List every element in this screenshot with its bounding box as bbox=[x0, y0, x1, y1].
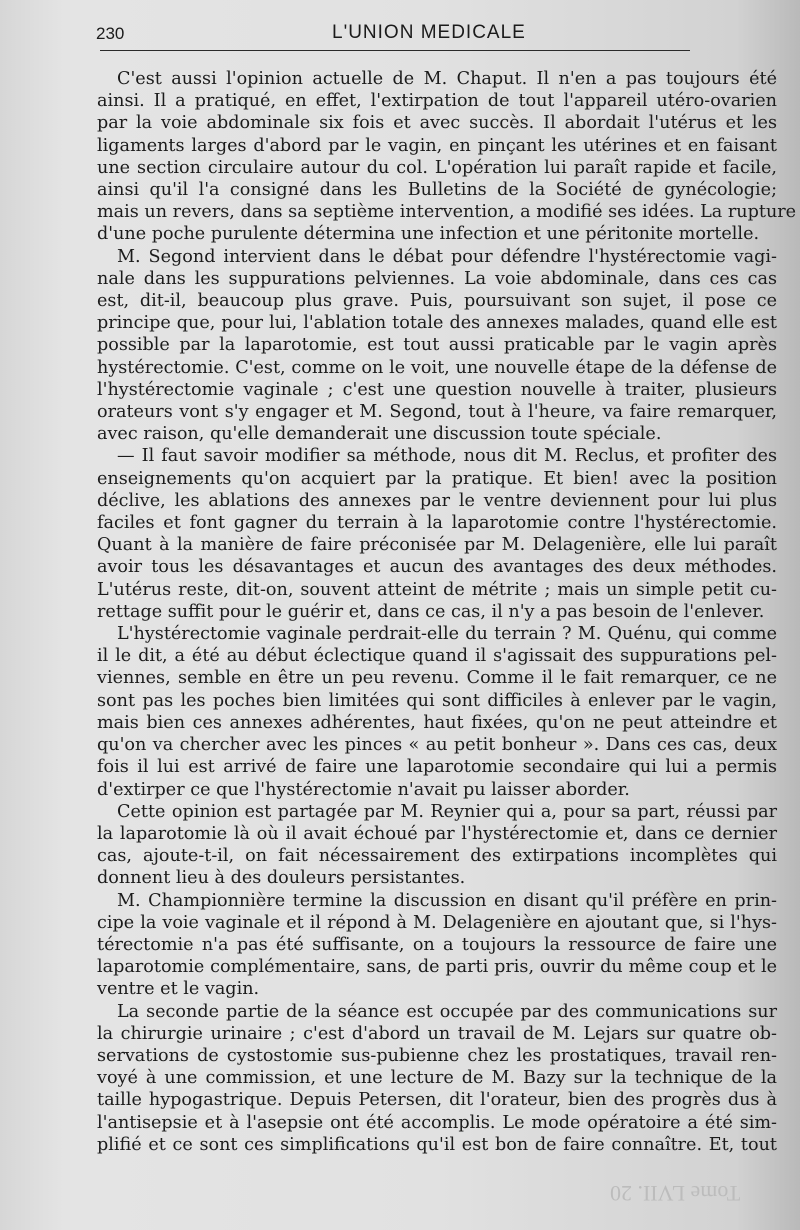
text-line: qu'on va chercher avec les pinces « au petit bonheur ». Dans ces cas, deux bbox=[97, 735, 777, 756]
text-line: sont pas les poches bien limitées qui sont difficiles à enlever par le vagin, bbox=[97, 690, 777, 711]
text-line: Cette opinion est partagée par M. Reynier qui a, pour sa part, réussi par bbox=[117, 801, 777, 822]
text-line: rettage suffit pour le guérir et, dans ce cas, il n'y a pas besoin de l'enlever. bbox=[97, 601, 765, 622]
header-rule bbox=[100, 50, 690, 51]
text-line: l'hystérectomie vaginale ; c'est une question nouvelle à traiter, plusieurs bbox=[97, 379, 777, 400]
text-line: L'hystérectomie vaginale perdrait-elle du terrain ? M. Quénu, qui comme bbox=[117, 624, 777, 645]
text-line: par la voie abdominale six fois et avec succès. Il abordait l'utérus et les bbox=[97, 113, 777, 134]
text-line: M. Segond intervient dans le débat pour défendre l'hystérectomie vagi- bbox=[117, 246, 777, 267]
text-line: taille hypogastrique. Depuis Petersen, dit l'orateur, bien des progrès dus à bbox=[97, 1090, 777, 1111]
bleed-through-text: Tome LVII. 20 bbox=[610, 1181, 741, 1206]
running-title: L'UNION MEDICALE bbox=[332, 22, 526, 43]
text-line: fois il lui est arrivé de faire une laparotomie secondaire qui lui a permis bbox=[97, 757, 777, 778]
text-line: hystérectomie. C'est, comme on le voit, une nouvelle étape de la défense de bbox=[97, 357, 777, 378]
text-line: cas, ajoute-t-il, on fait nécessairement des extirpations incomplètes qui bbox=[97, 846, 777, 867]
text-line: térectomie n'a pas été suffisante, on a toujours la ressource de faire une bbox=[97, 934, 777, 955]
text-line: une section circulaire autour du col. L'opération lui paraît rapide et facile, bbox=[97, 157, 777, 178]
text-line: laparotomie complémentaire, sans, de parti pris, ouvrir du même coup et le bbox=[97, 957, 777, 978]
page-header bbox=[96, 18, 796, 48]
text-line: La seconde partie de la séance est occupée par des communications sur bbox=[117, 1001, 777, 1022]
text-line: avoir tous les désavantages et aucun des avantages des deux méthodes. bbox=[97, 557, 777, 578]
text-line: C'est aussi l'opinion actuelle de M. Chaput. Il n'en a pas toujours été bbox=[117, 69, 777, 89]
text-line: enseignements qu'on acquiert par la pratique. Et bien! avec la position bbox=[97, 468, 777, 489]
text-line: déclive, les ablations des annexes par le ventre deviennent pour lui plus bbox=[97, 490, 777, 511]
text-line: L'utérus reste, dit-on, souvent atteint de métrite ; mais un simple petit cu- bbox=[97, 579, 777, 600]
text-line: d'extirper ce que l'hystérectomie n'avait pu laisser aborder. bbox=[97, 779, 630, 800]
text-line: servations de cystostomie sus-pubienne chez les prostatiques, travail ren- bbox=[97, 1045, 777, 1066]
text-line: faciles et font gagner du terrain à la laparotomie contre l'hystérectomie. bbox=[97, 513, 777, 534]
text-line: ainsi. Il a pratiqué, en effet, l'extirpation de tout l'appareil utéro-ovarien bbox=[97, 91, 777, 112]
text-line: voyé à une commission, et une lecture de M. Bazy sur la technique de la bbox=[97, 1068, 777, 1089]
article-body bbox=[97, 68, 797, 1156]
text-line: avec raison, qu'elle demanderait une discussion toute spéciale. bbox=[97, 424, 662, 445]
text-line: l'antisepsie et à l'asepsie ont été accomplis. Le mode opératoire a été sim- bbox=[97, 1112, 777, 1133]
text-line: ligaments larges d'abord par le vagin, en pinçant les utérines et en faisant bbox=[97, 135, 777, 156]
text-line: il le dit, a été au début éclectique quand il s'agissait des suppurations pel- bbox=[97, 646, 777, 667]
text-line: possible par la laparotomie, est tout aussi praticable par le vagin après bbox=[97, 335, 777, 356]
text-line: cipe la voie vaginale et il répond à M. Delagenière en ajoutant que, si l'hys- bbox=[97, 912, 777, 933]
text-line: d'une poche purulente détermina une infection et une péritonite mortelle. bbox=[97, 224, 760, 245]
text-line: Quant à la manière de faire préconisée par M. Delagenière, elle lui paraît bbox=[97, 535, 777, 556]
text-line: orateurs vont s'y engager et M. Segond, tout à l'heure, va faire remarquer, bbox=[97, 402, 777, 423]
text-line: principe que, pour lui, l'ablation totale des annexes malades, quand elle est bbox=[97, 313, 777, 334]
text-line: nale dans les suppurations pelviennes. La voie abdominale, dans ces cas bbox=[97, 268, 777, 289]
text-line: donnent lieu à des douleurs persistantes. bbox=[97, 868, 466, 889]
text-line: viennes, semble en être un peu revenu. Comme il le fait remarquer, ce ne bbox=[97, 668, 777, 689]
text-line: la laparotomie là où il avait échoué par l'hystérectomie et, dans ce dernier bbox=[97, 823, 777, 844]
text-line: ainsi qu'il l'a consigné dans les Bulletins de la Société de gynécologie; bbox=[97, 180, 777, 201]
text-line: mais un revers, dans sa septième intervention, a modifié ses idées. La rupture bbox=[97, 202, 797, 223]
text-line: — Il faut savoir modifier sa méthode, nous dit M. Reclus, et profiter des bbox=[117, 446, 777, 467]
text-line: M. Championnière termine la discussion en disant qu'il préfère en prin- bbox=[117, 890, 777, 911]
text-line: mais bien ces annexes adhérentes, haut fixées, qu'on ne peut atteindre et bbox=[97, 712, 777, 733]
text-line: la chirurgie urinaire ; c'est d'abord un travail de M. Lejars sur quatre ob- bbox=[97, 1023, 777, 1044]
page-number: 230 bbox=[96, 24, 125, 43]
text-line: ventre et le vagin. bbox=[97, 979, 260, 1000]
text-line: plifié et ce sont ces simplifications qu'il est bon de faire connaître. Et, tout bbox=[97, 1134, 777, 1155]
text-line: est, dit-il, beaucoup plus grave. Puis, poursuivant son sujet, il pose ce bbox=[97, 291, 777, 312]
